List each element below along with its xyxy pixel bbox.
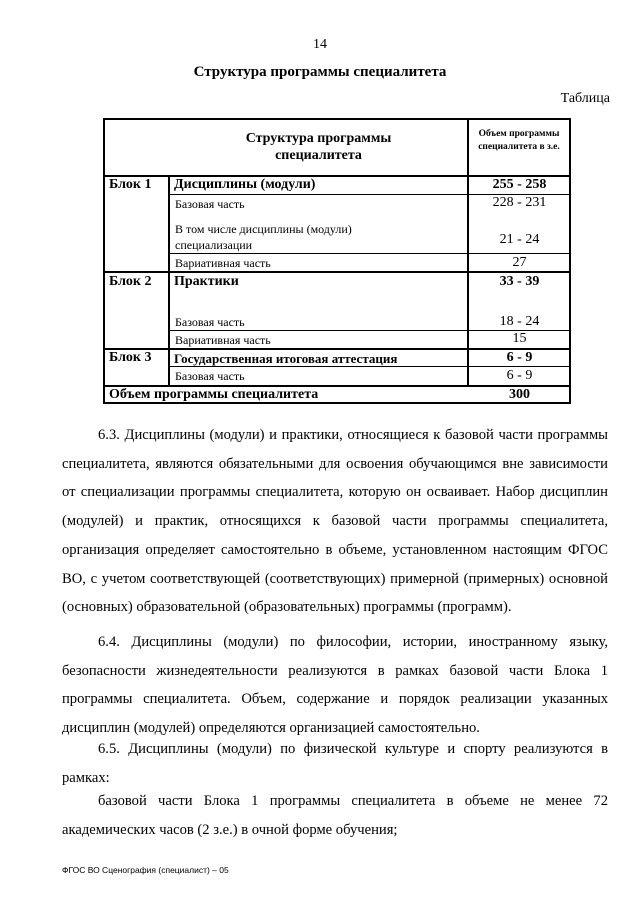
page-number: 14	[313, 37, 327, 52]
block2-var-label: Вариативная часть	[175, 333, 271, 347]
total-label: Объем программы специалитета	[109, 387, 319, 402]
block2-label: Блок 2	[109, 274, 152, 289]
block3-base-value: 6 - 9	[506, 368, 533, 383]
header-structure: Структура программы специалитета	[245, 131, 392, 163]
total-value: 300	[509, 387, 530, 402]
block2-total: 33 - 39	[499, 274, 540, 289]
paragraph-6-5-item: базовой части Блока 1 программы специалитета в объеме не менее 72 академических часов (2 з.е.) в очной форме обучения;	[62, 793, 608, 838]
block1-total: 255 - 258	[492, 177, 547, 192]
program-structure-table	[103, 118, 571, 404]
block1-spec-label: В том числе дисциплины (модули) специализации	[175, 222, 352, 252]
paragraph-6-4: 6.4. Дисциплины (модули) по философии, истории, иностранному языку, безопасности жизнедеятельности реализуются в рамках базовой части Блока 1 программы специалитета. Объем, содержание и порядок реализации указанных дисциплин (модулей) определяются организацией самостоятельно.	[62, 634, 608, 737]
block1-var-value: 27	[512, 255, 527, 270]
block1-base-value: 228 - 231	[492, 195, 547, 210]
block2-title: Практики	[174, 274, 239, 289]
block1-label: Блок 1	[109, 177, 152, 192]
block1-base-label: Базовая часть	[175, 197, 245, 211]
block1-title: Дисциплины (модули)	[174, 177, 316, 192]
block2-base-value: 18 - 24	[499, 314, 540, 329]
paragraph-6-3: 6.3. Дисциплины (модули) и практики, относящиеся к базовой части программы специалитета, являются обязательными для освоения обучающимся вне зависимости от специализации программы специалитета, которую он осваивает. Набор дисциплин (модулей) и практик, относящихся к базовой части программы специалитета, организация определяет самостоятельно в объеме, установленном настоящим ФГОС ВО, с учетом соответствующей (соответствующих) примерной (примерных) основной (основных) образовательной (образовательных) программы (программ).	[62, 427, 608, 616]
block3-total: 6 - 9	[506, 350, 533, 365]
paragraph-6-5: 6.5. Дисциплины (модули) по физической культуре и спорту реализуются в рамках:	[62, 741, 608, 786]
block2-var-value: 15	[512, 331, 527, 346]
page-title: Структура программы специалитета	[193, 64, 447, 80]
block3-title: Государственная итоговая аттестация	[174, 351, 398, 366]
header-volume: Объем программы специалитета в з.е.	[478, 129, 560, 152]
footer: ФГОС ВО Сценография (специалист) – 05	[62, 865, 229, 875]
block1-var-label: Вариативная часть	[175, 256, 271, 270]
block2-base-label: Базовая часть	[175, 315, 245, 329]
block3-base-label: Базовая часть	[175, 369, 245, 383]
block3-label: Блок 3	[109, 350, 152, 365]
table-caption: Таблица	[560, 91, 610, 106]
block1-spec-value: 21 - 24	[499, 232, 540, 247]
